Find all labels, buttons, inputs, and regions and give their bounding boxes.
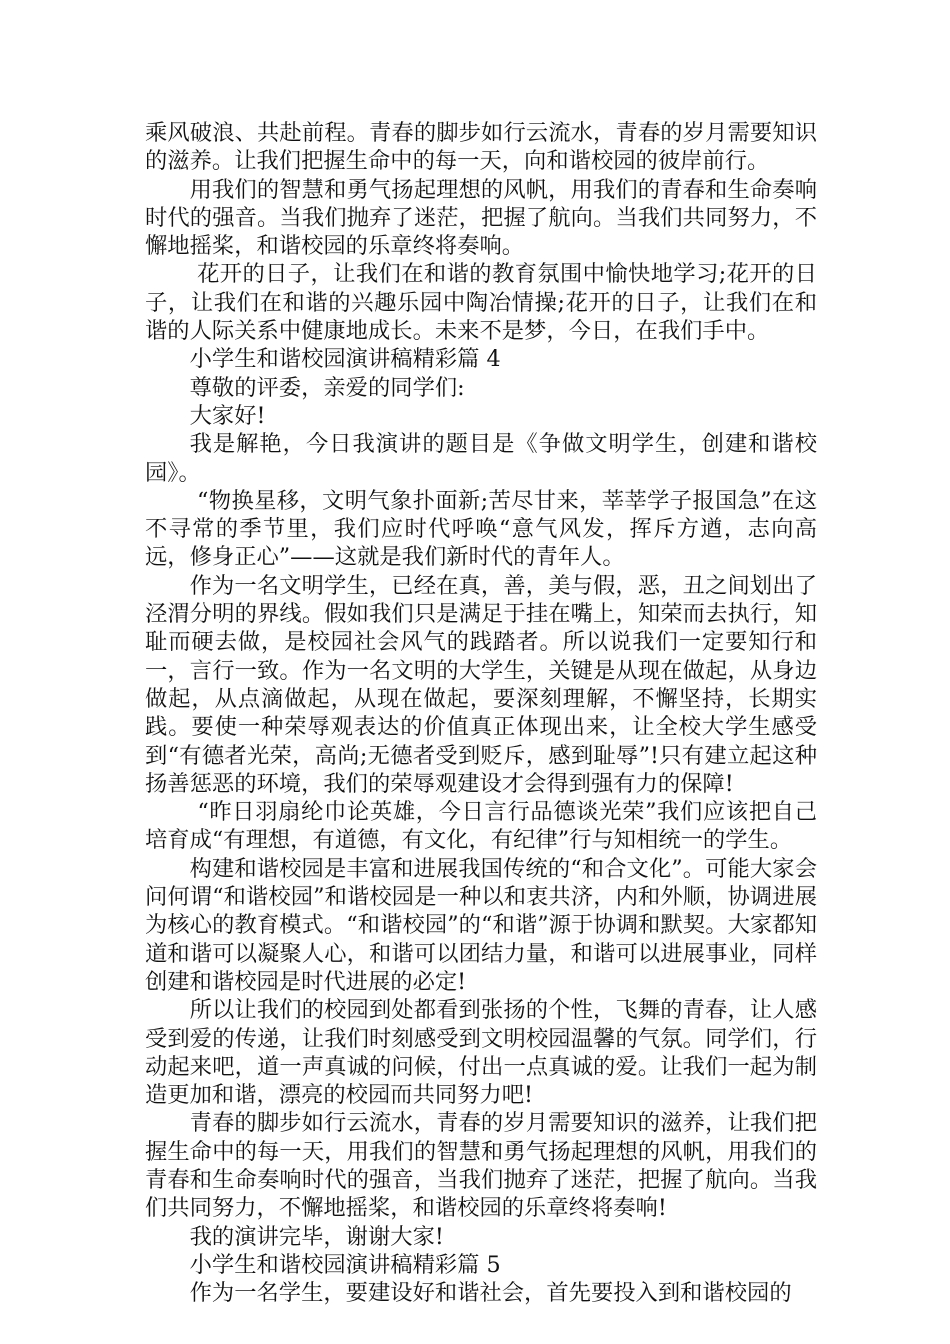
salutation: 尊敬的评委，亲爱的同学们: [189, 374, 465, 401]
paragraph: 花开的日子，让我们在和谐的教育氛围中愉快地学习;花开的日子，让我们在和谐的兴趣乐园中陶冶情操;花开的日子，让我们在和谐的人际关系中健康地成长。未来不是梦，今日，在我们手中。 [145, 261, 818, 345]
paragraph: “昨日羽扇纶巾论英雄，今日言行品德谈光荣”我们应该把自己培育成“有理想，有道德，有文化，有纪律”行与知相统一的学生。 [145, 799, 817, 854]
paragraph: 作为一名文明学生，已经在真，善，美与假，恶，丑之间划出了泾渭分明的界线。假如我们只是满足于挂在嘴上，知荣而去执行，知耻而硬去做，是校园社会风气的践踏者。所以说我们一定要知行和一，言行一致。作为一名文明的大学生，关键是从现在做起，从身边做起，从点滴做起，从现在做起，要深刻理解，不懈坚持，长期实践。要使一种荣辱观表达的价值真正体现出来，让全校大学生感受到“有德者光荣，高尚;无德者受到贬斥，感到耻辱”!只有建立起这种扬善惩恶的环境，我们的荣辱观建设才会得到强有力的保障! [145, 572, 817, 797]
paragraph: 所以让我们的校园到处都看到张扬的个性，飞舞的青春，让人感受到爱的传递，让我们时刻感受到文明校园温馨的气氛。同学们，行动起来吧，道一声真诚的问候，付出一点真诚的爱。让我们一起为制造更加和谐，漂亮的校园而共同努力吧! [145, 997, 817, 1109]
section-heading: 小学生和谐校园演讲稿精彩篇 5 [189, 1251, 501, 1278]
closing-line: 我的演讲完毕，谢谢大家! [189, 1223, 444, 1250]
paragraph: 用我们的智慧和勇气扬起理想的风帆，用我们的青春和生命奏响时代的强音。当我们抛弃了迷茫，把握了航向。当我们共同努力，不懈地摇桨，和谐校园的乐章终将奏响。 [145, 176, 817, 260]
paragraph: 构建和谐校园是丰富和进展我国传统的“和合文化”。可能大家会问何谓“和谐校园”和谐校园是一种以和衷共济，内和外顺，协调进展为核心的教育模式。“和谐校园”的“和谐”源于协调和默契。大家都知道和谐可以凝聚人心，和谐可以团结力量，和谐可以进展事业，同样创建和谐校园是时代进展的必定! [145, 855, 817, 995]
document-body [145, 119, 817, 1307]
paragraph: 青春的脚步如行云流水，青春的岁月需要知识的滋养，让我们把握生命中的每一天，用我们的智慧和勇气扬起理想的风帆，用我们的青春和生命奏响时代的强音，当我们抛弃了迷茫，把握了航向。当我们共同努力，不懈地摇桨，和谐校园的乐章终将奏响! [145, 1110, 817, 1222]
paragraph: 我是解艳，今日我演讲的题目是《争做文明学生，创建和谐校园》。 [145, 431, 817, 486]
greeting: 大家好! [189, 402, 266, 429]
paragraph: 作为一名学生，要建设好和谐社会，首先要投入到和谐校园的 [189, 1280, 792, 1307]
section-heading: 小学生和谐校园演讲稿精彩篇 4 [189, 346, 501, 373]
paragraph: “物换星移，文明气象扑面新;苦尽甘来，莘莘学子报国急”在这不寻常的季节里，我们应时代呼唤“意气风发，挥斥方遒，志向高远，修身正心”——这就是我们新时代的青年人。 [145, 487, 818, 571]
paragraph: 乘风破浪、共赴前程。青春的脚步如行云流水，青春的岁月需要知识的滋养。让我们把握生命中的每一天，向和谐校园的彼岸前行。 [145, 120, 817, 175]
